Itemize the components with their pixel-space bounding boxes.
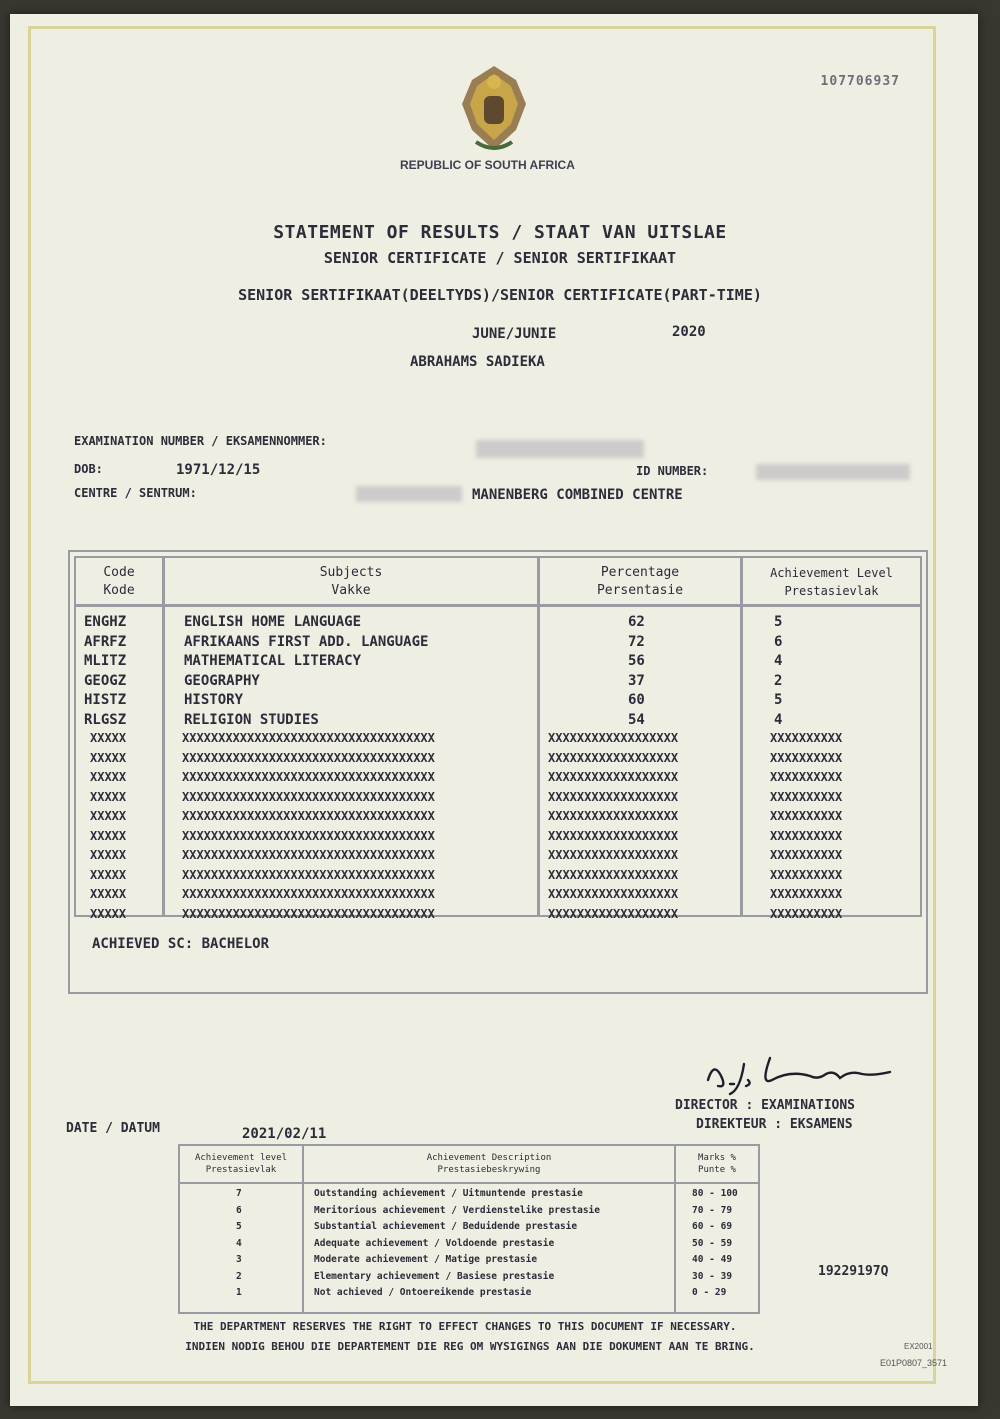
scale-row (180, 1205, 758, 1221)
filler-cell: XXXXX (90, 867, 127, 882)
filler-cell: XXXXXXXXXXXXXXXXXXXXXXXXXXXXXXXXXXX (182, 848, 435, 862)
serial-number: 107706937 (820, 74, 900, 89)
id-number-label: ID NUMBER: (636, 464, 709, 478)
table-row-filler (76, 887, 920, 907)
filler-cell: XXXXX (90, 789, 127, 804)
filler-cell: XXXXXXXXXXXXXXXXXX (548, 770, 679, 784)
achievement-level: 2 (774, 672, 783, 689)
percentage-header: Percentage Persentasie (596, 565, 684, 598)
filler-cell: XXXXX (90, 770, 127, 784)
filler-cell: XXXXXXXXXXXXXXXXXX (548, 867, 679, 882)
table-row (76, 692, 920, 712)
scale-description: Outstanding achievement / Uitmuntende prestasie (314, 1188, 583, 1199)
filler-cell: XXXXXXXXXXXXXXXXXX (548, 887, 679, 901)
scale-level-header: Achievement level Prestasievlak (194, 1153, 288, 1175)
scale-row (180, 1287, 758, 1303)
subject-percentage: 72 (628, 633, 645, 650)
results-table (68, 550, 928, 994)
scale-marks: 0 - 29 (692, 1287, 727, 1298)
exam-year: 2020 (672, 324, 706, 340)
filler-cell: XXXXX (90, 848, 127, 862)
filler-cell: XXXXX (90, 809, 127, 823)
scale-level: 7 (236, 1188, 242, 1199)
filler-cell: XXXXXXXXXX (770, 770, 843, 784)
exam-number-redacted (476, 440, 644, 458)
subject-name: GEOGRAPHY (184, 672, 260, 689)
scale-description: Adequate achievement / Voldoende prestasie (314, 1237, 555, 1249)
subject-name: RELIGION STUDIES (184, 711, 319, 728)
filler-cell: XXXXXXXXXX (770, 887, 843, 901)
dob-value: 1971/12/15 (176, 462, 261, 478)
footer-notice-en: THE DEPARTMENT RESERVES THE RIGHT TO EFFECT CHANGES TO THIS DOCUMENT IF NECESSARY. (193, 1320, 737, 1333)
document-subtitle: SENIOR CERTIFICATE / SENIOR SERTIFIKAAT (323, 249, 677, 267)
scale-description: Moderate achievement / Matige prestasie (314, 1254, 538, 1265)
coat-of-arms-icon (456, 60, 532, 156)
table-row (76, 634, 920, 654)
scale-description: Not achieved / Ontoereikende prestasie (314, 1287, 532, 1298)
table-row-filler (76, 731, 920, 751)
scale-row (180, 1221, 758, 1237)
subject-percentage: 37 (628, 672, 645, 689)
filler-cell: XXXXXXXXXXXXXXXXXX (548, 750, 679, 765)
subject-percentage: 56 (628, 653, 645, 669)
director-title-en: DIRECTOR : EXAMINATIONS (675, 1098, 856, 1113)
table-row (76, 712, 920, 732)
filler-cell: XXXXXXXXXX (770, 750, 843, 765)
certificate-type: SENIOR SERTIFIKAAT(DEELTYDS)/SENIOR CERTIFICATE(PART-TIME) (238, 286, 762, 304)
reference-number: 19229197Q (818, 1264, 889, 1279)
code-header: Code Kode (103, 565, 135, 598)
table-row-filler (76, 809, 920, 829)
filler-cell: XXXXX (90, 750, 127, 765)
results-grid (74, 556, 922, 921)
country-name: REPUBLIC OF SOUTH AFRICA (400, 158, 575, 172)
exam-number-label: EXAMINATION NUMBER / EKSAMENNOMMER: (74, 434, 327, 448)
table-row-filler (76, 907, 920, 927)
scale-description: Elementary achievement / Basiese prestasie (314, 1270, 555, 1282)
subject-code: ENGHZ (84, 614, 127, 630)
table-row-filler (76, 848, 920, 868)
subject-code: RLGSZ (84, 711, 127, 728)
filler-cell: XXXXXXXXXXXXXXXXXXXXXXXXXXXXXXXXXXX (182, 789, 435, 804)
achieved-result: ACHIEVED SC: BACHELOR (92, 936, 270, 952)
candidate-name: ABRAHAMS SADIEKA (410, 354, 545, 370)
scale-level: 5 (236, 1221, 242, 1232)
scale-row (180, 1271, 758, 1287)
subject-code: GEOGZ (84, 672, 127, 689)
scale-level: 3 (236, 1254, 242, 1265)
table-row (76, 673, 920, 693)
filler-cell: XXXXXXXXXXXXXXXXXXXXXXXXXXXXXXXXXXX (182, 770, 435, 784)
subject-code: AFRFZ (84, 633, 127, 650)
subject-percentage: 60 (628, 692, 645, 708)
exam-session: JUNE/JUNIE (472, 326, 557, 342)
scale-desc-header: Achievement Description Prestasiebeskrywing (426, 1153, 552, 1175)
subject-percentage: 54 (628, 711, 645, 728)
id-number-redacted (756, 464, 910, 480)
scale-level: 4 (236, 1237, 242, 1249)
scale-description: Substantial achievement / Beduidende prestasie (314, 1221, 578, 1232)
filler-cell: XXXXXXXXXXXXXXXXXXXXXXXXXXXXXXXXXXX (182, 906, 435, 921)
filler-cell: XXXXXXXXXXXXXXXXXXXXXXXXXXXXXXXXXXX (182, 750, 435, 765)
filler-cell: XXXXXXXXXX (770, 809, 843, 823)
filler-cell: XXXXXXXXXX (770, 906, 843, 921)
dob-label: DOB: (74, 462, 103, 476)
filler-cell: XXXXXXXXXXXXXXXXXX (548, 809, 679, 823)
scale-header-divider (180, 1182, 758, 1184)
footer-notice-af: INDIEN NODIG BEHOU DIE DEPARTEMENT DIE REG OM WYSIGINGS AAN DIE DOKUMENT AAN TE BRING. (185, 1340, 755, 1353)
scale-level: 1 (236, 1287, 242, 1298)
scale-row (180, 1238, 758, 1254)
table-row (76, 614, 920, 634)
scale-marks: 50 - 59 (692, 1237, 733, 1249)
scale-marks: 80 - 100 (692, 1188, 738, 1199)
subject-name: ENGLISH HOME LANGUAGE (184, 614, 362, 630)
scale-marks: 60 - 69 (692, 1221, 733, 1232)
table-row-filler (76, 751, 920, 771)
scale-description: Meritorious achievement / Verdienstelike prestasie (314, 1204, 600, 1216)
filler-cell: XXXXXXXXXX (770, 828, 843, 843)
table-row (76, 653, 920, 673)
header-divider (76, 604, 920, 607)
subject-name: MATHEMATICAL LITERACY (184, 653, 362, 669)
centre-label: CENTRE / SENTRUM: (74, 486, 197, 500)
filler-cell: XXXXXXXXXXXXXXXXXX (548, 906, 679, 921)
form-code: E01P0807_3571 (880, 1358, 948, 1368)
scale-row (180, 1254, 758, 1270)
filler-cell: XXXXX (90, 828, 127, 843)
filler-cell: XXXXXXXXXXXXXXXXXXXXXXXXXXXXXXXXXXX (182, 867, 435, 882)
subject-header: Subjects Vakke (319, 565, 383, 598)
achievement-level: 5 (774, 692, 783, 708)
filler-cell: XXXXXXXXXXXXXXXXXXXXXXXXXXXXXXXXXXX (182, 828, 435, 843)
filler-cell: XXXXXXXXXXXXXXXXXXXXXXXXXXXXXXXXXXX (182, 887, 435, 901)
achievement-level: 5 (774, 614, 783, 630)
subject-code: MLITZ (84, 653, 127, 669)
scale-row (180, 1188, 758, 1204)
filler-cell: XXXXXXXXXXXXXXXXXX (548, 828, 679, 843)
filler-cell: XXXXXXXXXXXXXXXXXXXXXXXXXXXXXXXXXXX (182, 809, 435, 823)
date-label: DATE / DATUM (66, 1121, 160, 1136)
scale-level: 6 (236, 1204, 242, 1216)
subject-percentage: 62 (628, 614, 645, 630)
document-title: STATEMENT OF RESULTS / STAAT VAN UITSLAE (273, 222, 727, 243)
filler-cell: XXXXXXXXXX (770, 848, 843, 862)
filler-cell: XXXXX (90, 731, 127, 745)
scale-marks: 70 - 79 (692, 1204, 733, 1216)
table-row-filler (76, 829, 920, 849)
filler-cell: XXXXXXXXXXXXXXXXXX (548, 789, 679, 804)
subject-name: AFRIKAANS FIRST ADD. LANGUAGE (184, 633, 429, 650)
centre-name: MANENBERG COMBINED CENTRE (472, 487, 683, 503)
scale-marks: 30 - 39 (692, 1270, 733, 1282)
scale-level: 2 (236, 1270, 242, 1282)
table-row-filler (76, 790, 920, 810)
date-value: 2021/02/11 (242, 1126, 327, 1142)
subject-code: HISTZ (84, 692, 127, 708)
centre-number-redacted (356, 486, 462, 502)
director-title-af: DIREKTEUR : EKSAMENS (696, 1117, 853, 1132)
filler-cell: XXXXX (90, 906, 127, 921)
subject-name: HISTORY (184, 692, 244, 708)
filler-cell: XXXXXXXXXX (770, 731, 843, 745)
filler-cell: XXXXXXXXXXXXXXXXXXXXXXXXXXXXXXXXXXX (182, 731, 435, 745)
table-row-filler (76, 770, 920, 790)
scale-marks: 40 - 49 (692, 1254, 733, 1265)
level-header: Achievement Level Prestasievlak (770, 566, 893, 598)
achievement-level: 4 (774, 711, 783, 728)
director-signature (700, 1050, 900, 1100)
achievement-scale-table (178, 1144, 760, 1314)
filler-cell: XXXXXXXXXXXXXXXXXX (548, 848, 679, 862)
filler-cell: XXXXXXXXXXXXXXXXXX (548, 731, 679, 745)
filler-cell: XXXXX (90, 887, 127, 901)
filler-cell: XXXXXXXXXX (770, 867, 843, 882)
achievement-level: 4 (774, 653, 783, 669)
scale-marks-header: Marks % Punte % (698, 1153, 736, 1175)
table-row-filler (76, 868, 920, 888)
filler-cell: XXXXXXXXXX (770, 789, 843, 804)
achievement-level: 6 (774, 633, 783, 650)
form-code-small: EX2001 (904, 1342, 933, 1351)
